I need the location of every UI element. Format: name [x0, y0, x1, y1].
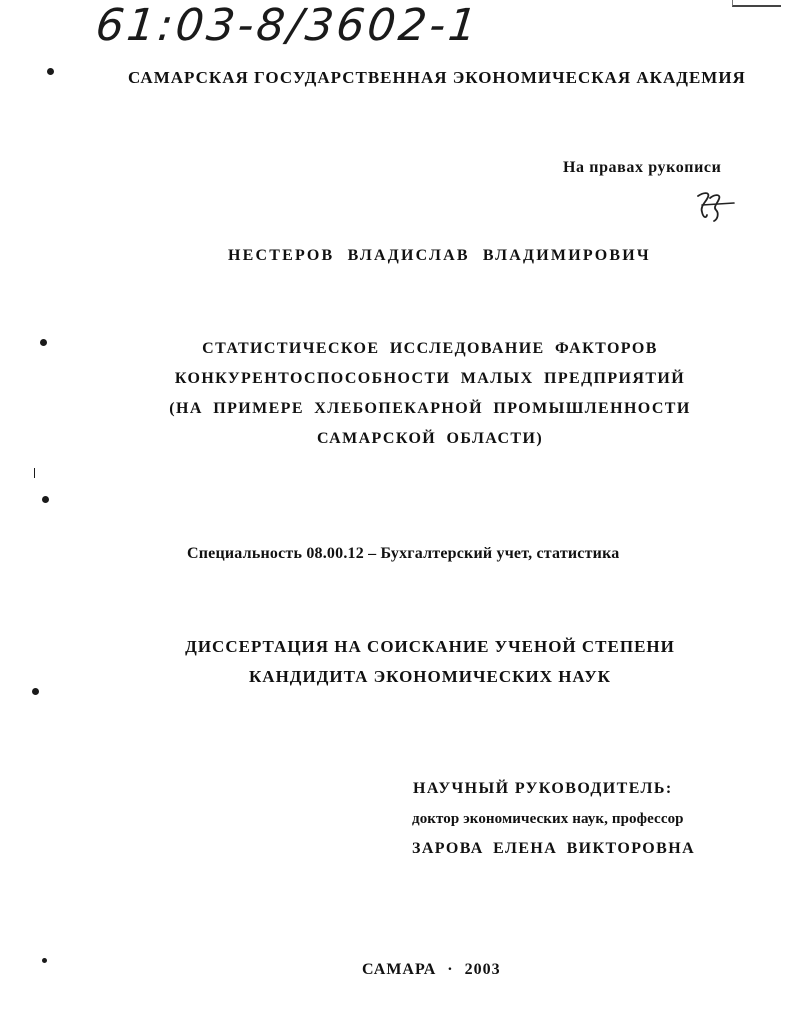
title-line: (НА ПРИМЕРЕ ХЛЕБОПЕКАРНОЙ ПРОМЫШЛЕННОСТИ	[169, 400, 691, 417]
supervisor-degree: доктор экономических наук, профессор	[412, 811, 684, 827]
title-line: СТАТИСТИЧЕСКОЕ ИССЛЕДОВАНИЕ ФАКТОРОВ	[202, 340, 658, 357]
scan-speck	[40, 339, 47, 346]
dissertation-title	[120, 334, 740, 454]
author-name: НЕСТЕРОВ ВЛАДИСЛАВ ВЛАДИМИРОВИЧ	[228, 247, 651, 264]
scan-speck	[47, 68, 54, 75]
title-line: КОНКУРЕНТОСПОСОБНОСТИ МАЛЫХ ПРЕДПРИЯТИЙ	[174, 370, 686, 387]
handwritten-archive-number: 61:03-8/3602-1	[93, 0, 483, 51]
supervisor-label: НАУЧНЫЙ РУКОВОДИТЕЛЬ:	[413, 780, 673, 797]
signature-icon	[688, 186, 738, 224]
scan-speck	[42, 496, 49, 503]
academy-name: САМАРСКАЯ ГОСУДАРСТВЕННАЯ ЭКОНОМИЧЕСКАЯ АКАДЕМИЯ	[128, 68, 746, 87]
scan-speck	[32, 688, 39, 695]
scan-speck	[34, 468, 35, 478]
degree-statement	[150, 632, 710, 692]
specialty-line: Специальность 08.00.12 – Бухгалтерский учет, статистика	[187, 545, 620, 562]
degree-line: КАНДИДИТА ЭКОНОМИЧЕСКИХ НАУК	[248, 667, 612, 686]
scan-speck	[42, 958, 47, 963]
city-year: САМАРА · 2003	[362, 961, 501, 978]
top-corner-mark	[732, 0, 781, 7]
supervisor-name: ЗАРОВА ЕЛЕНА ВИКТОРОВНА	[412, 840, 696, 857]
title-line: САМАРСКОЙ ОБЛАСТИ)	[316, 430, 544, 447]
rights-note: На правах рукописи	[563, 159, 722, 176]
degree-line: ДИССЕРТАЦИЯ НА СОИСКАНИЕ УЧЕНОЙ СТЕПЕНИ	[185, 637, 675, 656]
